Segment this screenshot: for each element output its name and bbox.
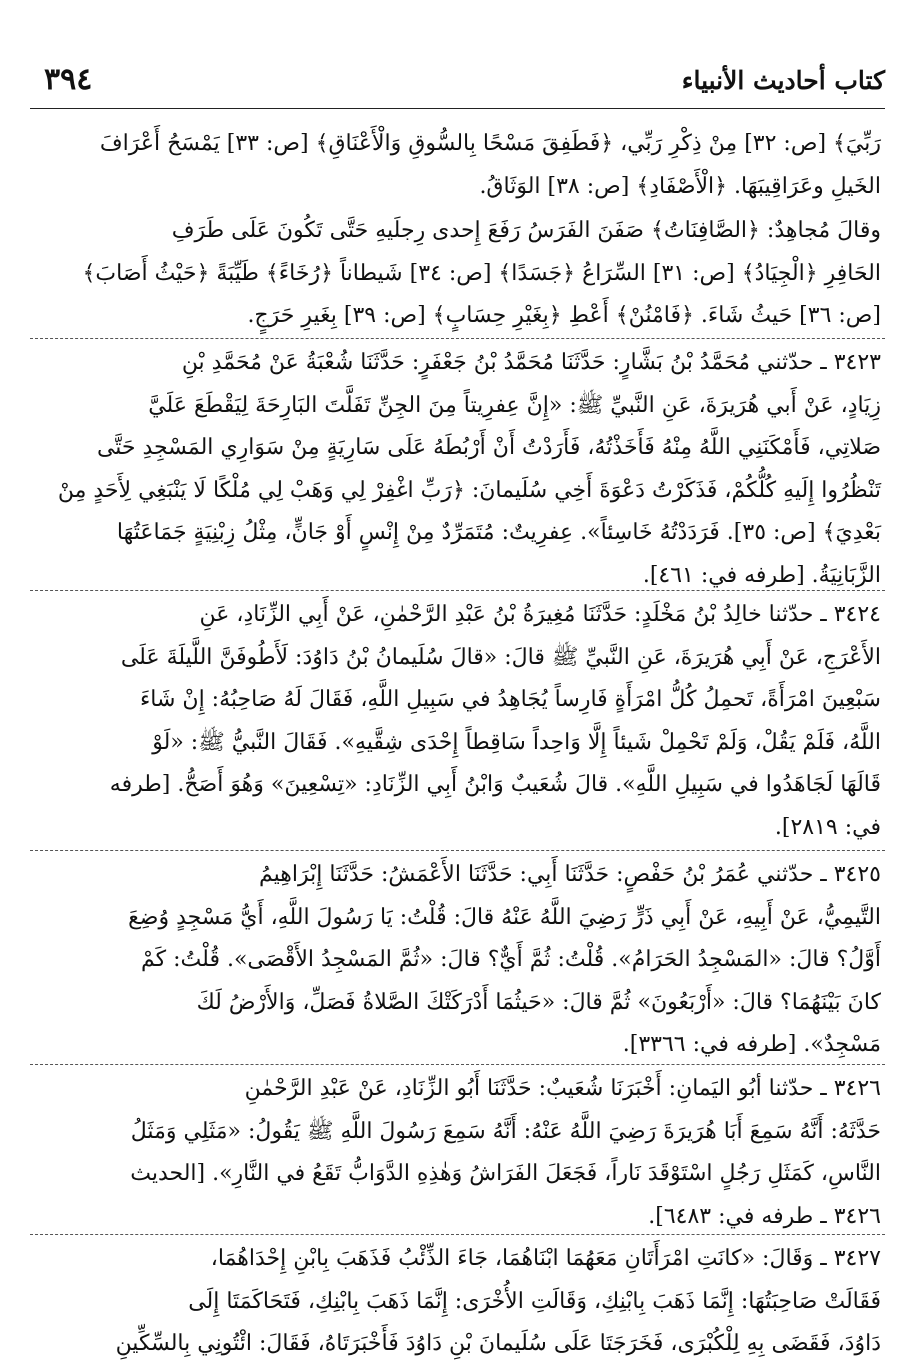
text-line: سَبْعِينَ امْرَأَةً، تَحمِلُ كُلُّ امْرَأَةٍ فَارِساً يُجَاهِدُ في سَبِيلِ اللَّهِ، فَقَالَ لَهُ صَاحِبُهُ: إِنْ شَاءَ (139, 687, 881, 712)
section-divider (30, 850, 885, 851)
text-line: الأَعْرَجِ، عَنْ أَبِي هُرَيرَةَ، عَنِ النَّبيِّ ﷺ قالَ: «قالَ سُلَيمانُ بْنُ دَاوُدَ: لَأَطُوفَنَّ اللَّيلَةَ عَلَى (120, 644, 881, 670)
text-line: الحَافِرِ ﴿الْجِيَادُ﴾ [ص: ٣١] السِّرَاعُ ﴿جَسَدًا﴾ [ص: ٣٤] شَيطاناً ﴿رُخَاءً﴾ طَيِّبَةً ﴿حَيْثُ أَصَابَ﴾ (82, 260, 881, 286)
hadith-3423 (36, 342, 881, 597)
text-line: دَاوُدَ، فَقَضَى بِهِ لِلْكُبْرَى، فَخَرَجَتَا عَلَى سُلَيمانَ بْنِ دَاوُدَ فَأَخْبَرَتَاهُ، فَقَالَ: ائْتُونِي بِالسِّكِّينِ (115, 1331, 881, 1356)
section-divider (30, 338, 885, 339)
text-line: [ص: ٣٦] حَيثُ شَاءَ. ﴿فَامْنُنْ﴾ أَعْطِ ﴿بِغَيْرِ حِسَابٍ﴾ [ص: ٣٩] بِغَيرِ حَرَجٍ. (247, 303, 881, 328)
running-title: كتاب أحاديث الأنبياء (681, 66, 885, 95)
text-line: ٣٤٢٦ ـ حدّثنا أبُو اليَمانِ: أَخْبَرَنَا شُعَيبٌ: حَدَّثَنَا أَبُو الزِّنَادِ، عَنْ عَبْدِ الرَّحْمٰنِ (244, 1076, 881, 1101)
hadith-3424 (36, 594, 881, 849)
text-line: وقالَ مُجاهِدٌ: ﴿الصَّافِنَاتُ﴾ صَفَنَ الفَرَسُ رَفَعَ إِحدى رِجلَيهِ حَتَّى تَكُونَ عَلَى طَرَفِ (171, 218, 881, 243)
text-line: ٣٤٢٣ ـ حدّثني مُحَمَّدُ بْنُ بَشَّارٍ: حَدَّثَنَا مُحَمَّدُ بْنُ جَعْفَرٍ: حَدَّثَنَا شُعْبَةُ عَنْ مُحَمَّدِ بْنِ (181, 350, 881, 375)
paragraph-intro-verses (36, 123, 881, 208)
text-line: بَعْدِيَ﴾ [ص: ٣٥]. فَرَدَدْتُهُ خَاسِئاً». عِفرِيتٌ: مُتَمَرِّدٌ مِنْ إِنْسٍ أَوْ جَانٍّ، مِثْلُ زِبْنِيَةٍ جَمَاعَتُهَا (116, 520, 881, 545)
text-line: رَبِّيَ﴾ [ص: ٣٢] مِنْ ذِكْرِ رَبِّي، ﴿فَطَفِقَ مَسْحًا بِالسُّوقِ وَالْأَعْنَاقِ﴾ [ص: ٣٣] يَمْسَحُ أَعْرَافَ (99, 131, 881, 156)
hadith-3425 (36, 854, 881, 1067)
text-line: اللَّهُ، فَلَمْ يَقُلْ، وَلَمْ تَحْمِلْ شَيئاً إِلَّا وَاحِداً سَاقِطاً إِحْدَى شِقَّيهِ». فَقَالَ النَّبيُّ ﷺ: «لَوْ (152, 729, 881, 755)
text-line: حَدَّثَهُ: أَنَّهُ سَمِعَ أَبَا هُرَيرَةَ رَضِيَ اللَّهُ عَنْهُ: أَنَّهُ سَمِعَ رَسُولَ اللَّهِ ﷺ يَقُولُ: «مَثَلِي وَمَثَلُ (130, 1118, 881, 1144)
text-line: زِيَادٍ، عَنْ أَبي هُرَيرَةَ، عَنِ النَّبيِّ ﷺ: «إِنَّ عِفرِيتاً مِنَ الجِنِّ تَفَلَّتَ البَارِحَةَ لِيَقْطَعَ عَلَيَّ (148, 392, 881, 418)
text-line: ٣٤٢٧ ـ وَقَالَ: «كانَتِ امْرَأَتَانِ مَعَهُمَا ابْنَاهُمَا، جَاءَ الذِّئْبُ فَذَهَبَ بِابْنِ إِحْدَاهُمَا، (210, 1246, 881, 1271)
paragraph-mujahid-commentary (36, 210, 881, 338)
text-line: ٣٤٢٥ ـ حدّثني عُمَرُ بْنُ حَفْصٍ: حَدَّثَنَا أَبِي: حَدَّثَنَا الأَعْمَشُ: حَدَّثَنَا إِبْرَاهِيمُ (259, 862, 881, 887)
text-line: النَّاسِ، كَمَثَلِ رَجُلٍ اسْتَوْقَدَ نَاراً، فَجَعَلَ الفَرَاشُ وَهٰذِهِ الدَّوَابُّ تَقَعُ في النَّارِ». [الحديث (130, 1161, 881, 1186)
text-line: تَنْظُرُوا إِلَيهِ كُلُّكُمْ، فَذَكَرْتُ دَعْوَةَ أَخِي سُلَيمانَ: ﴿رَبِّ اغْفِرْ لِي وَهَبْ لِي مُلْكًا لَا يَنْبَغِي لِأَحَدٍ مِنْ (57, 477, 881, 503)
text-line: مَسْجِدٌ». [طرفه في: ٣٣٦٦]. (622, 1032, 881, 1057)
hadith-3426 (36, 1068, 881, 1238)
text-line: قَالَهَا لَجَاهَدُوا في سَبِيلِ اللَّهِ». قالَ شُعَيبٌ وَابْنُ أَبِي الزِّنَادِ: «تِسْعِينَ» وَهُوَ أَصَحُّ. [طرفه (109, 772, 881, 797)
text-line: التَّيمِيُّ، عَنْ أَبِيهِ، عَنْ أَبِي ذَرٍّ رَضِيَ اللَّهُ عَنْهُ قالَ: قُلْتُ: يَا رَسُولَ اللَّهِ، أَيُّ مَسْجِدٍ وُضِعَ (128, 904, 881, 930)
text-line: صَلاتِي، فَأَمْكَنَنِي اللَّهُ مِنْهُ فَأَخَذْتُهُ، فَأَرَدْتُ أَنْ أَرْبُطَهُ عَلَى سَارِيَةٍ مِنْ سَوَارِي المَسْجِدِ حَتَّى (96, 435, 881, 460)
text-line: الزَّبَانِيَةُ. [طرفه في: ٤٦١]. (642, 562, 881, 588)
text-line: أَوَّلُ؟ قالَ: «المَسْجِدُ الحَرَامُ». قُلْتُ: ثُمَّ أَيٌّ؟ قالَ: «ثُمَّ المَسْجِدُ الأَقْصَى». قُلْتُ: كَمْ (141, 947, 881, 972)
page-number: ٣٩٤ (44, 62, 93, 97)
text-line: فَقَالَتْ صَاحِبَتُهَا: إِنَّمَا ذَهَبَ بِابْنِكِ، وَقَالَتِ الأُخْرَى: إِنَّمَا ذَهَبَ بِابْنِكِ، فَتَحَاكَمَتَا إِلَى (188, 1288, 881, 1314)
text-line: ٣٤٢٦ ـ طرفه في: ٦٤٨٣]. (648, 1203, 881, 1229)
section-divider (30, 1064, 885, 1065)
section-divider (30, 1234, 885, 1235)
text-line: الخَيلِ وعَرَاقِيبَهَا. ﴿الْأَصْفَادِ﴾ [ص: ٣٨] الوَثَاقُ. (479, 173, 881, 199)
text-line: في: ٢٨١٩]. (774, 814, 881, 840)
text-line: كانَ بَيْنَهُمَا؟ قالَ: «أَرْبَعُونَ» ثُمَّ قالَ: «حَيثُمَا أَدْرَكَتْكَ الصَّلاةُ فَصَلِّ، وَالأَرْضُ لَكَ (196, 989, 881, 1015)
page-header (30, 58, 885, 109)
hadith-3427 (36, 1238, 881, 1366)
section-divider (30, 590, 885, 591)
text-line: ٣٤٢٤ ـ حدّثنا خالِدُ بْنُ مَخْلَدٍ: حَدَّثَنَا مُغِيرَةُ بْنُ عَبْدِ الرَّحْمٰنِ، عَنْ أَبِي الزِّنَادِ، عَنِ (199, 602, 881, 627)
